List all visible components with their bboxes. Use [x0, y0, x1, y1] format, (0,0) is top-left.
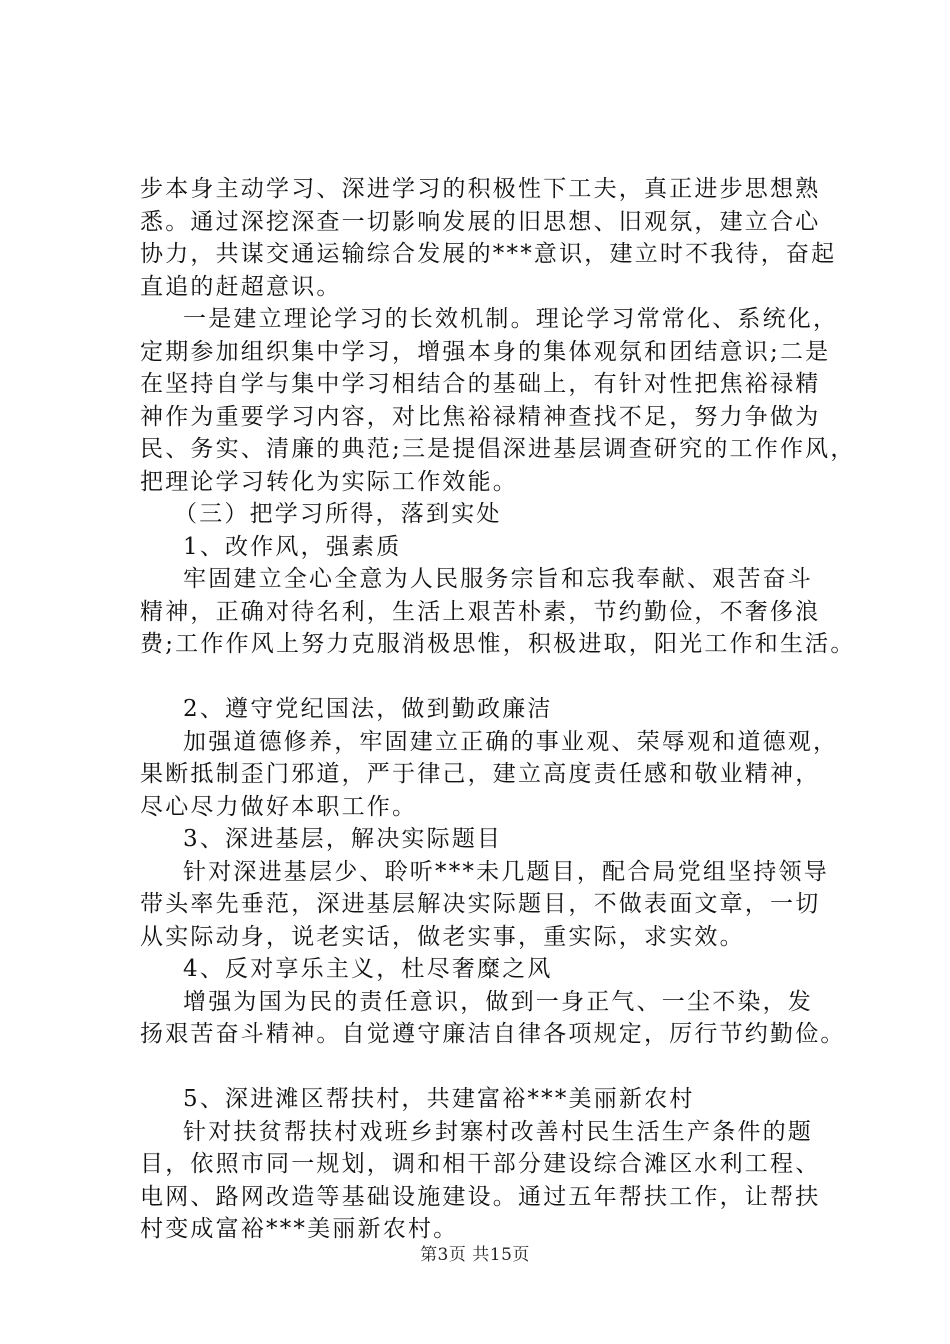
text-line: 4、反对享乐主义，杜尽奢糜之风 — [183, 956, 553, 982]
text-line: 步本身主动学习、深进学习的积极性下工夫，真正进步思想熟 — [140, 176, 821, 202]
text-line: 一是建立理论学习的长效机制。理论学习常常化、系统化， — [183, 306, 839, 332]
text-line: 牢固建立全心全意为人民服务宗旨和忘我奉献、艰苦奋斗 — [183, 566, 813, 592]
text-line: 尽心尽力做好本职工作。 — [140, 793, 418, 820]
text-line: 悉。通过深挖深查一切影响发展的旧思想、旧观氛，建立合心 — [140, 208, 821, 235]
text-line: 在坚持自学与集中学习相结合的基础上，有针对性把焦裕禄精 — [140, 371, 821, 397]
text-line: 协力，共谋交通运输综合发展的***意识，建立时不我待，奋起 — [140, 241, 837, 267]
document-body — [140, 173, 860, 1246]
text-line: 费;工作作风上努力克服消极思惟，积极进取，阳光工作和生活。 — [140, 631, 856, 657]
text-line: 把理论学习转化为实际工作效能。 — [140, 468, 518, 495]
blank-line — [140, 1051, 860, 1084]
text-line: 目，依照市同一规划，调和相干部分建设综合滩区水利工程、 — [140, 1151, 821, 1177]
text-line: 民、务实、清廉的典范;三是提倡深进基层调查研究的工作作风， — [140, 436, 856, 462]
text-line: 加强道德修养，牢固建立正确的事业观、荣辱观和道德观， — [183, 728, 839, 755]
text-line: 从实际动身，说老实话，做老实事，重实际，求实效。 — [140, 923, 745, 950]
text-line: 神作为重要学习内容，对比焦裕禄精神查找不足，努力争做为 — [140, 403, 821, 430]
text-line: 针对扶贫帮扶村戏班乡封寨村改善村民生活生产条件的题 — [183, 1118, 813, 1145]
text-line: 果断抵制歪门邪道，严于律己，建立高度责任感和敬业精神， — [140, 761, 821, 787]
text-line: 直追的赶超意识。 — [140, 273, 342, 300]
page-footer: 第3页 共15页 — [420, 1245, 530, 1265]
text-line: 2、遵守党纪国法，做到勤政廉洁 — [183, 696, 553, 722]
text-line: 增强为国为民的责任意识，做到一身正气、一尘不染，发 — [183, 988, 813, 1015]
text-line: 电网、路网改造等基础设施建设。通过五年帮扶工作，让帮扶 — [140, 1183, 821, 1210]
text-line: 3、深进基层，解决实际题目 — [183, 826, 503, 852]
text-line: 扬艰苦奋斗精神。自觉遵守廉洁自律各项规定，厉行节约勤俭。 — [140, 1021, 846, 1047]
text-line: 5、深进滩区帮扶村，共建富裕***美丽新农村 — [183, 1086, 695, 1112]
text-line: 针对深进基层少、聆听***未几题目，配合局党组坚持领导 — [183, 858, 829, 885]
text-line: （三）把学习所得，落到实处 — [174, 501, 502, 527]
blank-line — [140, 661, 860, 694]
text-line: 1、改作风，强素质 — [183, 533, 402, 560]
text-line: 精神，正确对待名利，生活上艰苦朴素，节约勤俭，不奢侈浪 — [140, 598, 821, 625]
text-line: 带头率先垂范，深进基层解决实际题目，不做表面文章，一切 — [140, 891, 821, 917]
text-line: 定期参加组织集中学习，增强本身的集体观氛和团结意识;二是 — [140, 338, 831, 365]
text-line: 村变成富裕***美丽新农村。 — [140, 1216, 459, 1242]
